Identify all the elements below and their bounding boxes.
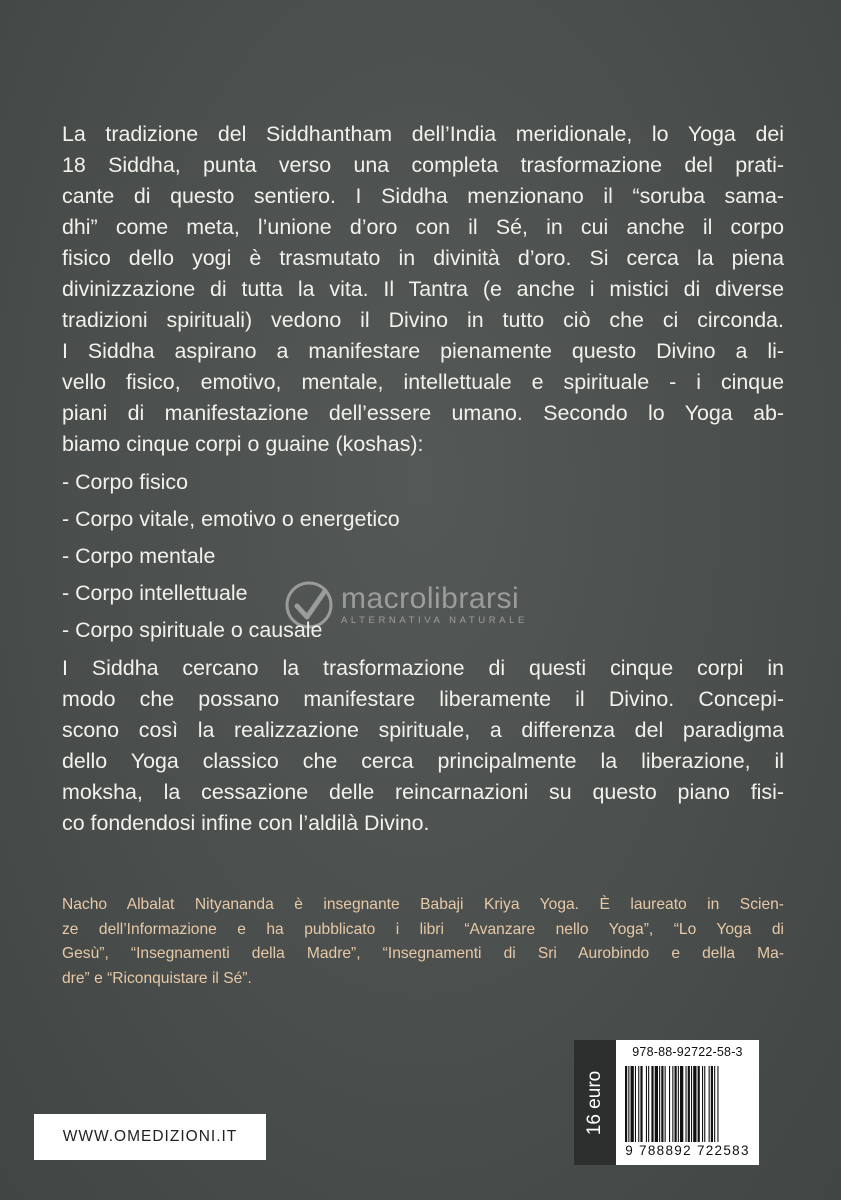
publisher-website[interactable]: WWW.OMEDIZIONI.IT bbox=[34, 1114, 266, 1160]
barcode-bar bbox=[680, 1066, 683, 1142]
bio-line: Gesù”, “Insegnamenti della Madre”, “Insegnamenti di Sri Aurobindo e della Ma- bbox=[62, 945, 784, 962]
list-item: - Corpo vitale, emotivo o energetico bbox=[62, 507, 400, 531]
macrolibrarsi-watermark bbox=[283, 575, 528, 635]
text-line: co fondendosi infine con l’aldilà Divino. bbox=[62, 811, 430, 835]
barcode-bar bbox=[665, 1066, 666, 1142]
barcode-bar bbox=[686, 1066, 687, 1142]
watermark-tagline: ALTERNATIVA NATURALE bbox=[341, 615, 528, 626]
barcode-bar bbox=[691, 1066, 692, 1142]
leaf-check-icon bbox=[283, 579, 335, 631]
text-line: La tradizione del Siddhantham dell’India meridionale, lo Yoga dei bbox=[62, 122, 784, 146]
paragraph-2 bbox=[62, 653, 784, 839]
isbn-bottom: 9 788892 722583 bbox=[625, 1143, 750, 1158]
text-line: piani di manifestazione dell’essere umano. Secondo lo Yoga ab- bbox=[62, 401, 784, 425]
barcode bbox=[625, 1066, 750, 1142]
barcode-bar bbox=[640, 1066, 642, 1142]
price-strip bbox=[574, 1040, 616, 1165]
list-item: - Corpo spirituale o causale bbox=[62, 618, 323, 642]
text-line: modo che possano manifestare liberamente il Divino. Concepi- bbox=[62, 687, 784, 711]
barcode-bar bbox=[638, 1066, 639, 1142]
text-line: dhi” come meta, l’unione d’oro con il Sé, in cui anche il corpo bbox=[62, 215, 784, 239]
barcode-bar bbox=[635, 1066, 636, 1142]
barcode-bar bbox=[709, 1066, 710, 1142]
list-item: - Corpo mentale bbox=[62, 544, 216, 568]
list-item: - Corpo intellettuale bbox=[62, 581, 248, 605]
barcode-bar bbox=[628, 1066, 629, 1142]
barcode-bar bbox=[661, 1066, 663, 1142]
watermark-text bbox=[341, 583, 528, 627]
price-label: 16 euro bbox=[584, 1070, 605, 1135]
text-line: moksha, la cessazione delle reincarnazioni su questo piano fisi- bbox=[62, 780, 784, 804]
barcode-bar bbox=[688, 1066, 690, 1142]
barcode-bar bbox=[714, 1066, 715, 1142]
barcode-bar bbox=[675, 1066, 677, 1142]
barcode-bar bbox=[646, 1066, 647, 1142]
isbn-top: 978-88-92722-58-3 bbox=[632, 1045, 743, 1059]
author-bio bbox=[62, 893, 784, 991]
bio-line: ze dell’Informazione e ha pubblicato i libri “Avanzare nello Yoga”, “Lo Yoga di bbox=[62, 920, 784, 938]
barcode-bar bbox=[672, 1066, 673, 1142]
paragraph-1 bbox=[62, 119, 784, 460]
barcode-bar bbox=[698, 1066, 700, 1142]
text-line: vello fisico, emotivo, mentale, intellettuale e spirituale - i cinque bbox=[62, 370, 784, 394]
barcode-bar bbox=[693, 1066, 696, 1142]
text-line: scono così la realizzazione spirituale, a differenza del paradigma bbox=[62, 718, 784, 742]
text-line: tradizioni spirituali) vedono il Divino in tutto ciò che ci circonda. bbox=[62, 308, 784, 332]
barcode-bar bbox=[651, 1066, 653, 1142]
text-line: dello Yoga classico che cerca principalmente la liberazione, il bbox=[62, 749, 784, 773]
main-text bbox=[62, 119, 784, 839]
barcode-bar bbox=[659, 1066, 660, 1142]
barcode-bar bbox=[648, 1066, 649, 1142]
barcode-bar bbox=[678, 1066, 679, 1142]
watermark-name: macrolibrarsi bbox=[341, 582, 520, 615]
barcode-bar bbox=[702, 1066, 703, 1142]
bio-line: dre” e “Riconquistare il Sé”. bbox=[62, 969, 252, 987]
barcode-bar bbox=[711, 1066, 713, 1142]
text-line: biamo cinque corpi o guaine (koshas): bbox=[62, 432, 424, 456]
text-line: I Siddha aspirano a manifestare pienamente questo Divino a li- bbox=[62, 339, 784, 363]
barcode-bar bbox=[717, 1066, 718, 1142]
text-line: fisico dello yogi è trasmutato in divinità d’oro. Si cerca la piena bbox=[62, 246, 784, 270]
barcode-bar bbox=[669, 1066, 670, 1142]
bio-line: Nacho Albalat Nityananda è insegnante Babaji Kriya Yoga. È laureato in Scien- bbox=[62, 896, 784, 913]
text-line: 18 Siddha, punta verso una completa trasformazione del prati- bbox=[62, 153, 784, 177]
list-item: - Corpo fisico bbox=[62, 470, 189, 494]
barcode-box bbox=[616, 1040, 759, 1165]
barcode-bar bbox=[625, 1066, 627, 1142]
text-line: I Siddha cercano la trasformazione di questi cinque corpi in bbox=[62, 656, 784, 680]
barcode-bar bbox=[655, 1066, 658, 1142]
barcode-bar bbox=[704, 1066, 705, 1142]
text-line: divinizzazione di tutta la vita. Il Tantra (e anche i mistici di diverse bbox=[62, 277, 784, 301]
text-line: cante di questo sentiero. I Siddha menzionano il “soruba sama- bbox=[62, 184, 784, 208]
barcode-bar bbox=[631, 1066, 634, 1142]
